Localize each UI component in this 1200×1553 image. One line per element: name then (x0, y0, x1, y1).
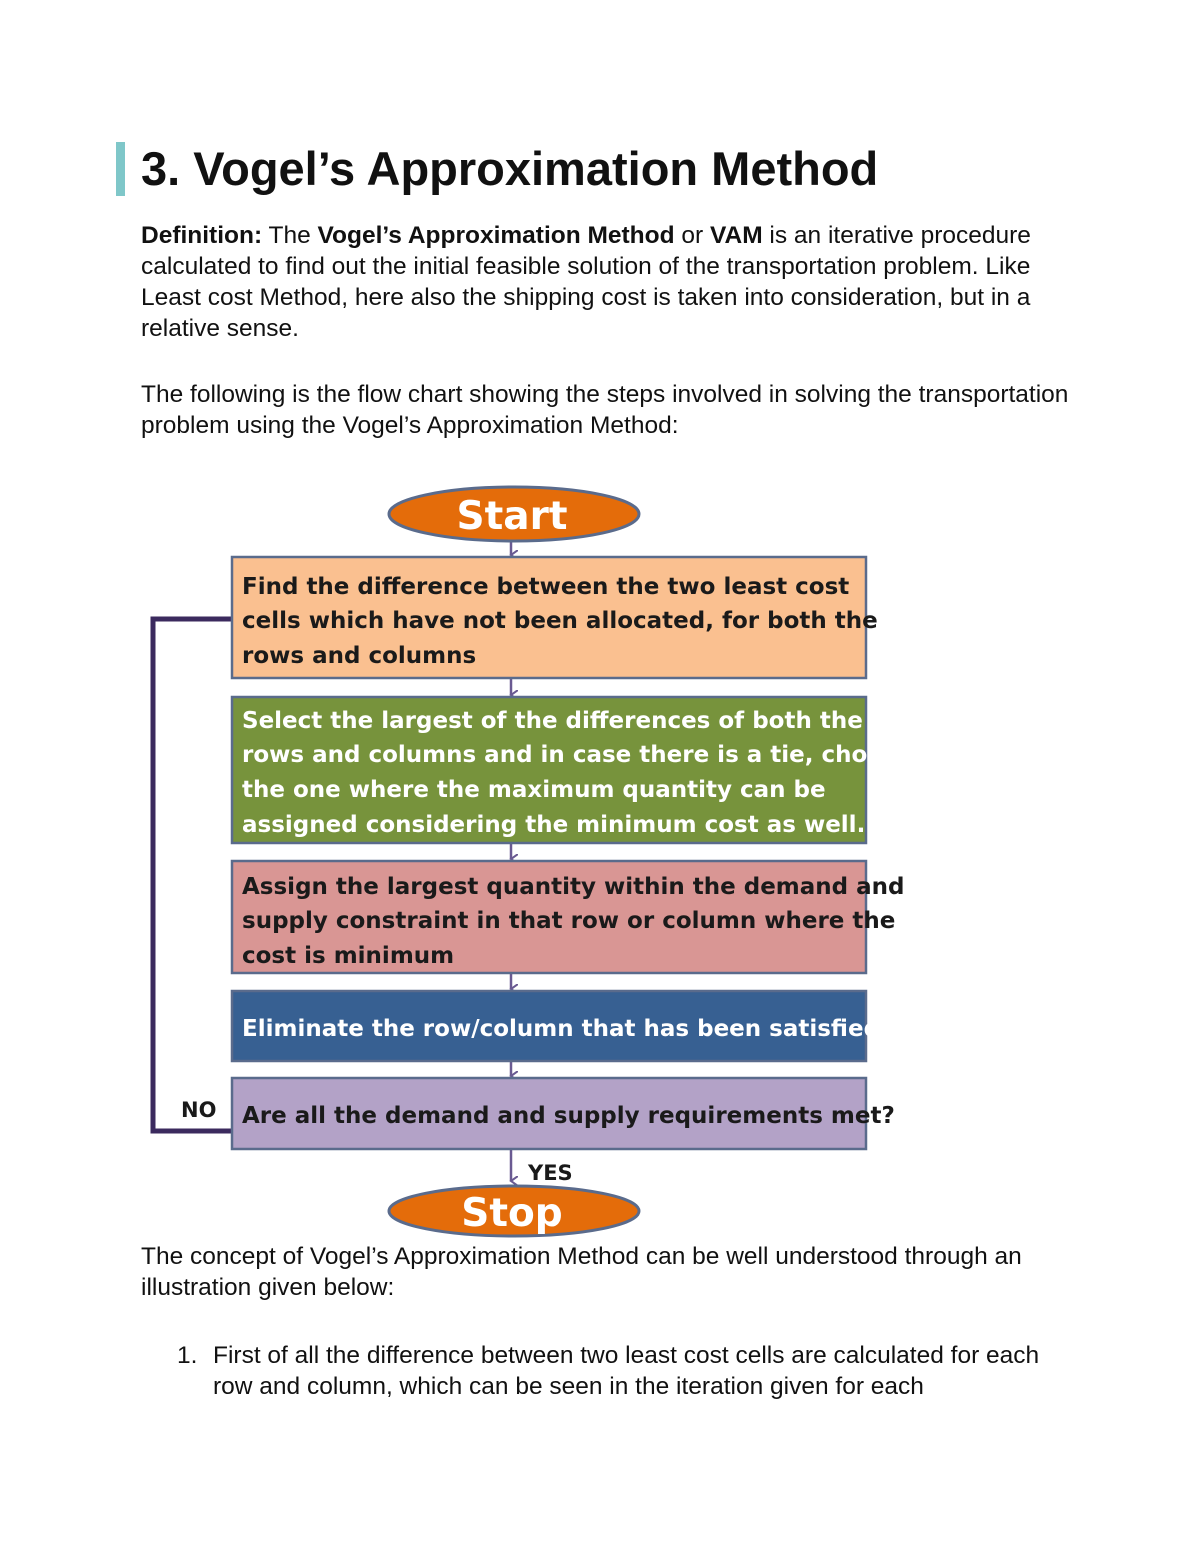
intro-paragraph: The following is the flow chart showing the steps involved in solving the transportation problem using the Vogel’s Approximation Method: (141, 381, 1069, 439)
step-2-line: rows and columns and in case there is a tie, choose (242, 742, 913, 768)
step-5-text (242, 1103, 895, 1129)
steps-list (141, 1340, 1081, 1402)
definition-abbr: VAM (710, 222, 763, 249)
step-1-line: rows and columns (242, 643, 477, 669)
list-item (141, 1340, 1081, 1402)
step-3-line: supply constraint in that row or column where the (242, 908, 896, 934)
no-label: NO (181, 1098, 217, 1122)
step-2-line: Select the largest of the differences of both the (242, 708, 863, 734)
step-1-line: cells which have not been allocated, for both the (242, 608, 878, 634)
step-4-line: Eliminate the row/column that has been satisfied (242, 1016, 881, 1042)
yes-label: YES (528, 1161, 573, 1185)
stop-label: Stop (461, 1191, 563, 1236)
step-1-line: Find the difference between the two least cost (242, 574, 850, 600)
definition-text-2: or (674, 222, 710, 249)
no-loop-line (153, 619, 231, 1131)
step-2-line: assigned considering the minimum cost as well. (242, 812, 866, 838)
definition-text-1: The (262, 222, 318, 249)
step-3-line: Assign the largest quantity within the demand and (242, 874, 905, 900)
definition-label: Definition: (141, 222, 263, 249)
definition-text-3: is an iterative procedure calculated to find out the initial feasible solution of the transportation problem. Like Least cost Method, here also the shipping cost is taken into consideration, but in a relative sense. (141, 222, 1031, 342)
start-label: Start (456, 494, 568, 539)
definition-term: Vogel’s Approximation Method (317, 222, 675, 249)
list-item-number: 1. (177, 1342, 198, 1369)
step-3-line: cost is minimum (242, 943, 455, 969)
step-4-text (242, 1016, 880, 1042)
list-item-text: First of all the difference between two least cost cells are calculated for each row and column, which can be seen in the iteration given for each (213, 1342, 1040, 1400)
step-5-line: Are all the demand and supply requirements met? (242, 1103, 895, 1129)
step-2-line: the one where the maximum quantity can be (242, 777, 826, 803)
concept-paragraph: The concept of Vogel’s Approximation Method can be well understood through an illustration given below: (141, 1243, 1022, 1301)
section-heading: 3. Vogel’s Approximation Method (141, 142, 879, 195)
